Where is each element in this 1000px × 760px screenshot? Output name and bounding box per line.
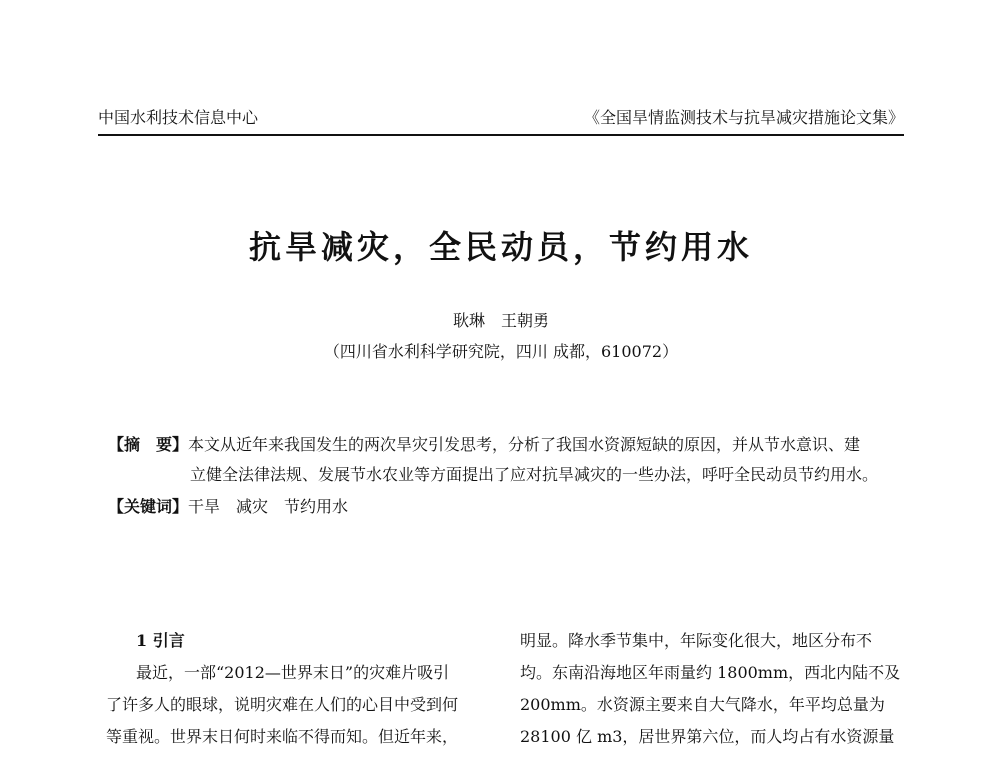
body-line: 了许多人的眼球，说明灾难在人们的心目中受到何 [106,695,459,714]
header-institution: 中国水利技术信息中心 [98,108,259,127]
header-proceedings-title: 《全国旱情监测技术与抗旱减灾措施论文集》 [583,108,904,127]
body-line: 等重视。世界末日何时来临不得而知。但近年来， [106,727,459,746]
abstract-line-1 [108,432,860,455]
body-line: 200mm。水资源主要来自大气降水，年平均总量为 [520,695,885,714]
keywords-label: 【关键词】 [108,497,189,516]
keywords-text: 干旱 减灾 节约用水 [188,497,349,516]
keywords-line [108,494,348,517]
body-line: 明显。降水季节集中，年际变化很大，地区分布不 [520,631,873,650]
section-heading: 1 引言 [136,631,185,650]
body-line: 最近，一部“2012—世界末日”的灾难片吸引 [136,663,450,682]
abstract-label: 【摘 要】 [108,435,189,454]
body-line: 28100 亿 m3，居世界第六位，而人均占有水资源量 [520,727,895,746]
paper-authors: 耿琳 王朝勇 [452,311,549,330]
abstract-text-line-1: 本文从近年来我国发生的两次旱灾引发思考，分析了我国水资源短缺的原因，并从节水意识、建 [188,435,861,454]
abstract-text-line-2: 立健全法律法规、发展节水农业等方面提出了应对抗旱减灾的一些办法，呼吁全民动员节约用水。 [190,465,879,484]
author-affiliation: （四川省水利科学研究院，四川 成都，610072） [323,342,679,361]
paper-title: 抗旱减灾，全民动员，节约用水 [248,228,753,266]
running-header [98,100,904,136]
body-line: 均。东南沿海地区年雨量约 1800mm，西北内陆不及 [520,663,901,682]
